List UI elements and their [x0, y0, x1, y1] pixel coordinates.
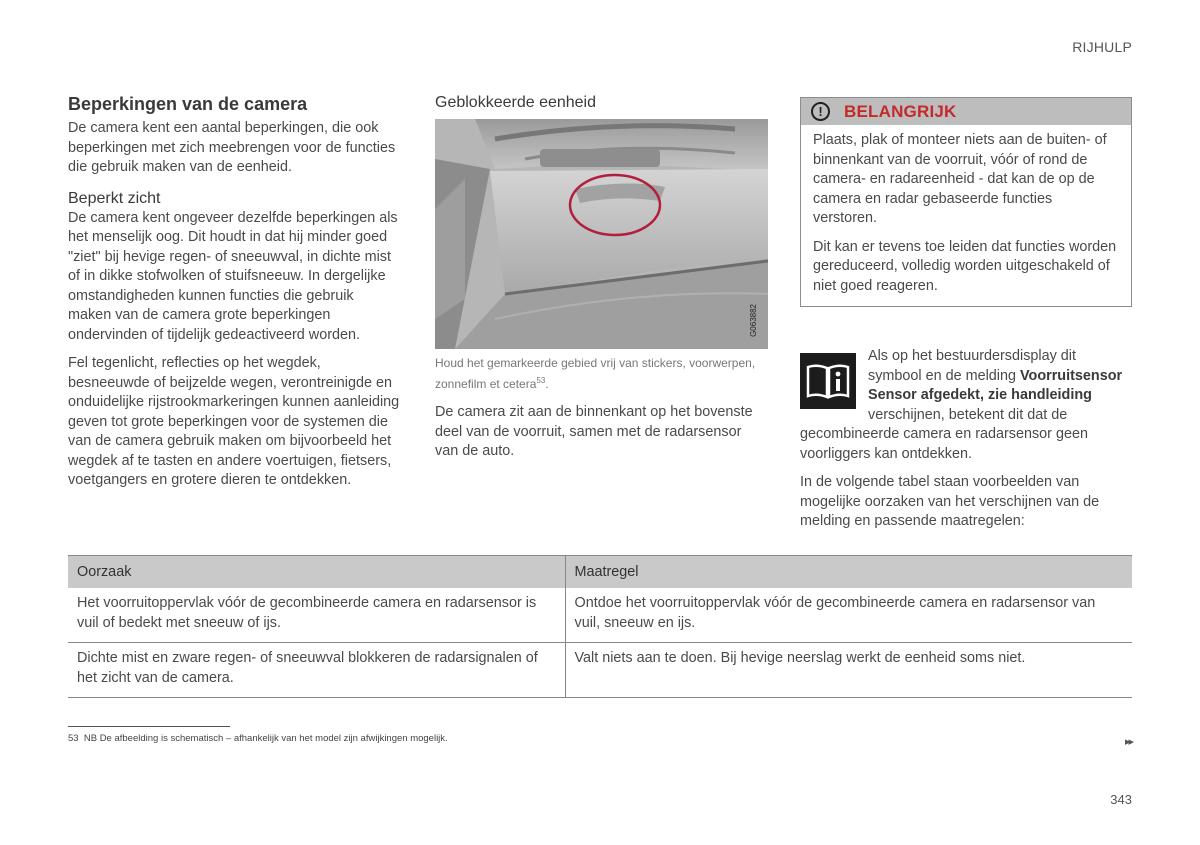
- windshield-figure: [435, 119, 768, 349]
- table-cell: Dichte mist en zware regen- of sneeuwval blokkeren de radarsignalen of het zicht van de camera.: [68, 643, 565, 698]
- exclamation-circle-icon: !: [811, 102, 830, 121]
- column-limitations: [68, 94, 400, 491]
- sensor-message-info: [800, 347, 1132, 464]
- sensor-text-pre: Als op het bestuurdersdisplay dit symbool en de melding: [868, 348, 1076, 384]
- page-number: 343: [1110, 792, 1132, 807]
- subsection-title: Beperkt zicht: [68, 189, 161, 207]
- owners-manual-icon: [800, 353, 856, 409]
- important-paragraph-2: Dit kan er tevens toe leiden dat functies worden gereduceerd, volledig worden uitgeschakeld of niet goed reageren.: [813, 238, 1117, 294]
- column-important: [800, 97, 1132, 532]
- footnote-number: 53: [68, 733, 79, 744]
- table-header-row: [68, 556, 1132, 589]
- intro-paragraph: De camera kent een aantal beperkingen, die ook beperkingen met zich meebrengen voor de functies die gebruik maken van de eenheid.: [68, 120, 396, 175]
- column-header-cause: Oorzaak: [68, 556, 565, 589]
- important-title: BELANGRIJK: [844, 101, 957, 121]
- footnote-divider: [68, 726, 230, 727]
- causes-measures-table: [68, 555, 1132, 698]
- footnote-ref: 53: [536, 376, 546, 385]
- sensor-text-post: verschijnen, betekent dit dat de gecombineerde camera en radarsensor geen voorliggers kan ontdekken.: [800, 406, 1088, 462]
- table-cell: Valt niets aan te doen. Bij hevige neerslag werkt de eenheid soms niet.: [565, 643, 1132, 698]
- table-row: [68, 588, 1132, 643]
- table-cell: Ontdoe het voorruitoppervlak vóór de gecombineerde camera en radarsensor van vuil, sneeuw en ijs.: [565, 588, 1132, 643]
- caption-text: Houd het gemarkeerde gebied vrij van stickers, voorwerpen, zonnefilm et cetera: [435, 356, 756, 391]
- camera-location-paragraph: De camera zit aan de binnenkant op het bovenste deel van de voorruit, samen met de radarsensor van de auto.: [435, 404, 753, 459]
- blocked-unit-title: Geblokkeerde eenheid: [435, 94, 597, 111]
- section-title: Beperkingen van de camera: [68, 94, 308, 114]
- figure-caption: Houd het gemarkeerde gebied vrij van stickers, voorwerpen, zonnefilm et cetera$^{53}$.: [435, 356, 756, 391]
- table-row: [68, 643, 1132, 698]
- important-body: [801, 125, 1131, 306]
- double-arrow-right-icon[interactable]: ▸▸: [1124, 736, 1132, 748]
- important-header: [801, 98, 1131, 125]
- column-blocked-unit: [435, 94, 768, 462]
- important-paragraph-1: Plaats, plak of monteer niets aan de buiten- of binnenkant van de voorruit, vóór of rond de camera- en radareenheid - dat kan de op de camera en radar gebaseerde functies verstoren.: [813, 132, 1107, 226]
- limited-view-paragraph: De camera kent ongeveer dezelfde beperkingen als het menselijk oog. Dit houdt in dat hij minder goed "ziet" bij hevige regen- of sneeuwval, in dichte mist of in dikke stofwolken of stuifsneeuw. In dergelijke omstandigheden kunnen functies die gebruik maken van de camera grote beperkingen ondervinden of tijdelijk gedeactiveerd worden.: [68, 209, 398, 343]
- important-notice: [800, 97, 1132, 307]
- table-intro-paragraph: In de volgende tabel staan voorbeelden van mogelijke oorzaken van het verschijnen van de melding en passende maatregelen:: [800, 474, 1100, 529]
- section-header: RIJHULP: [1072, 39, 1132, 55]
- column-header-measure: Maatregel: [565, 556, 1132, 589]
- windshield-illustration: [435, 119, 768, 349]
- footnote: [68, 733, 448, 744]
- table-cell: Het voorruitoppervlak vóór de gecombineerde camera en radarsensor is vuil of bedekt met sneeuw of ijs.: [68, 588, 565, 643]
- backlight-paragraph: Fel tegenlicht, reflecties op het wegdek, besneeuwde of beijzelde wegen, verontreinigde en onduidelijke rijstrookmarkeringen kunnen aanleiding geven tot grote beperkingen voor de systemen die van de camera gebruik maken om bijvoorbeeld het wegdek af te tasten en andere voertuigen, fietsers, voetgangers en grotere dieren te ontdekken.: [68, 355, 400, 488]
- figure-code: G063882: [749, 304, 758, 337]
- sensor-message-label: Voorruitsensor Sensor afgedekt, zie handleiding: [868, 367, 1123, 403]
- footnote-text: NB De afbeelding is schematisch – afhankelijk van het model zijn afwijkingen mogelijk.: [83, 733, 448, 744]
